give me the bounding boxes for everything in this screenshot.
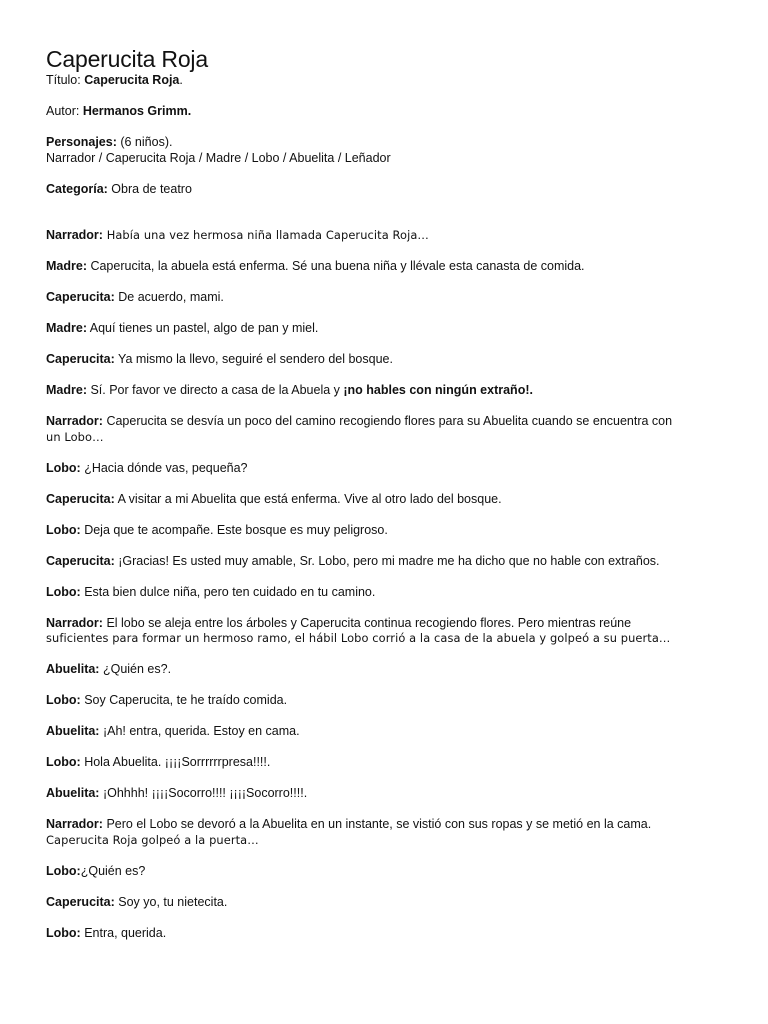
speaker-label: Lobo:	[46, 584, 81, 599]
dialogue-text-continued: Había una vez hermosa niña llamada Caperucita Roja…	[102, 228, 429, 242]
dialogue-line	[46, 786, 726, 802]
titulo-end: .	[179, 73, 183, 87]
meta-categoria	[46, 182, 726, 198]
dialogue-text: Sí. Por favor ve directo a casa de la Abuela y	[86, 383, 344, 397]
dialogue-text: Entra, querida.	[80, 925, 167, 940]
speaker-label: Narrador:	[46, 615, 103, 630]
speaker-label: Caperucita:	[46, 491, 115, 506]
dialogue-text: ¡Gracias! Es usted muy amable, Sr. Lobo, pero mi madre me ha dicho que no hable con extraños.	[114, 553, 660, 568]
meta-autor	[46, 104, 726, 120]
dialogue-line	[46, 585, 726, 601]
dialogue-line	[46, 228, 726, 244]
dialogue-text: ¿Hacia dónde vas, pequeña?	[80, 460, 248, 475]
dialogue-text: De acuerdo, mami.	[114, 290, 224, 304]
speaker-label: Madre:	[46, 259, 87, 273]
categoria-label: Categoría:	[46, 181, 108, 196]
dialogue-text: Caperucita, la abuela está enferma. Sé una buena niña y llévale esta canasta de comida.	[86, 259, 585, 273]
dialogue-text: ¡Ohhhh! ¡¡¡¡Socorro!!!! ¡¡¡¡Socorro!!!!.	[99, 786, 308, 800]
dialogue-line	[46, 926, 726, 942]
personajes-label: Personajes:	[46, 135, 117, 149]
dialogue-line	[46, 554, 726, 570]
dialogue-emphasis: ¡no hables con ningún extraño!.	[343, 383, 533, 397]
dialogue-text: ¿Quién es?.	[99, 662, 172, 676]
speaker-label: Caperucita:	[46, 894, 115, 909]
speaker-label: Lobo:	[46, 755, 81, 769]
speaker-label: Lobo:	[46, 693, 81, 707]
dialogue-text-continued: un Lobo…	[46, 429, 104, 444]
categoria-value: Obra de teatro	[107, 181, 192, 196]
dialogue-line	[46, 864, 726, 880]
speaker-label: Lobo:	[46, 522, 81, 537]
titulo-label: Título:	[46, 73, 85, 87]
dialogue-line	[46, 895, 726, 911]
dialogue-text: Soy yo, tu nietecita.	[114, 894, 228, 909]
dialogue-line	[46, 414, 726, 445]
dialogue-line	[46, 693, 726, 709]
dialogue-text: Soy Caperucita, te he traído comida.	[80, 693, 288, 707]
dialogue-list	[46, 228, 726, 941]
dialogue-line	[46, 616, 726, 647]
dialogue-line	[46, 352, 726, 368]
dialogue-text: Hola Abuelita. ¡¡¡¡Sorrrrrrpresa!!!!.	[80, 755, 271, 769]
dialogue-text: El lobo se aleja entre los árboles y Caperucita continua recogiendo flores. Pero mientras reúne	[102, 615, 632, 630]
speaker-label: Madre:	[46, 321, 87, 335]
speaker-label: Lobo:	[46, 863, 81, 878]
dialogue-line	[46, 461, 726, 477]
dialogue-text: Pero el Lobo se devoró a la Abuelita en un instante, se vistió con sus ropas y se metió en la cama.	[102, 817, 652, 831]
dialogue-text-continued: Caperucita Roja golpeó a la puerta…	[46, 832, 259, 847]
titulo-value: Caperucita Roja	[84, 73, 180, 87]
dialogue-text: Caperucita se desvía un poco del camino recogiendo flores para su Abuelita cuando se encuentra con	[102, 414, 673, 428]
dialogue-text: Ya mismo la llevo, seguiré el sendero del bosque.	[114, 352, 393, 366]
speaker-label: Lobo:	[46, 460, 81, 475]
document-page	[46, 46, 726, 957]
speaker-label: Caperucita:	[46, 553, 115, 568]
speaker-label: Lobo:	[46, 925, 81, 940]
dialogue-line	[46, 523, 726, 539]
dialogue-line	[46, 662, 726, 678]
speaker-label: Caperucita:	[46, 290, 115, 304]
speaker-label: Narrador:	[46, 817, 103, 831]
dialogue-line	[46, 817, 726, 848]
document-title: Caperucita Roja	[46, 46, 208, 72]
speaker-label: Narrador:	[46, 228, 103, 242]
speaker-label: Abuelita:	[46, 724, 100, 738]
dialogue-line	[46, 724, 726, 740]
dialogue-line	[46, 321, 726, 337]
speaker-label: Caperucita:	[46, 352, 115, 366]
dialogue-text: Aquí tienes un pastel, algo de pan y miel.	[86, 321, 319, 335]
dialogue-text: A visitar a mi Abuelita que está enferma. Vive al otro lado del bosque.	[114, 491, 502, 506]
dialogue-line	[46, 492, 726, 508]
speaker-label: Madre:	[46, 383, 87, 397]
dialogue-text: ¡Ah! entra, querida. Estoy en cama.	[99, 724, 300, 738]
autor-label: Autor:	[46, 104, 83, 118]
dialogue-line	[46, 290, 726, 306]
personajes-list: Narrador / Caperucita Roja / Madre / Lobo / Abuelita / Leñador	[46, 150, 391, 165]
autor-value: Hermanos Grimm.	[82, 104, 192, 118]
dialogue-text: Deja que te acompañe. Este bosque es muy peligroso.	[80, 522, 388, 537]
meta-titulo	[46, 73, 726, 89]
meta-personajes	[46, 135, 726, 151]
speaker-label: Narrador:	[46, 414, 103, 428]
dialogue-text: Esta bien dulce niña, pero ten cuidado en tu camino.	[80, 584, 376, 599]
dialogue-line	[46, 755, 726, 771]
dialogue-text: ¿Quién es?	[80, 863, 146, 878]
speaker-label: Abuelita:	[46, 786, 100, 800]
speaker-label: Abuelita:	[46, 662, 100, 676]
dialogue-line	[46, 383, 726, 399]
dialogue-line	[46, 259, 726, 275]
dialogue-text-continued: suficientes para formar un hermoso ramo, el hábil Lobo corrió a la casa de la abuela y golpeó a su puerta…	[46, 631, 671, 645]
personajes-count: (6 niños).	[116, 135, 173, 149]
